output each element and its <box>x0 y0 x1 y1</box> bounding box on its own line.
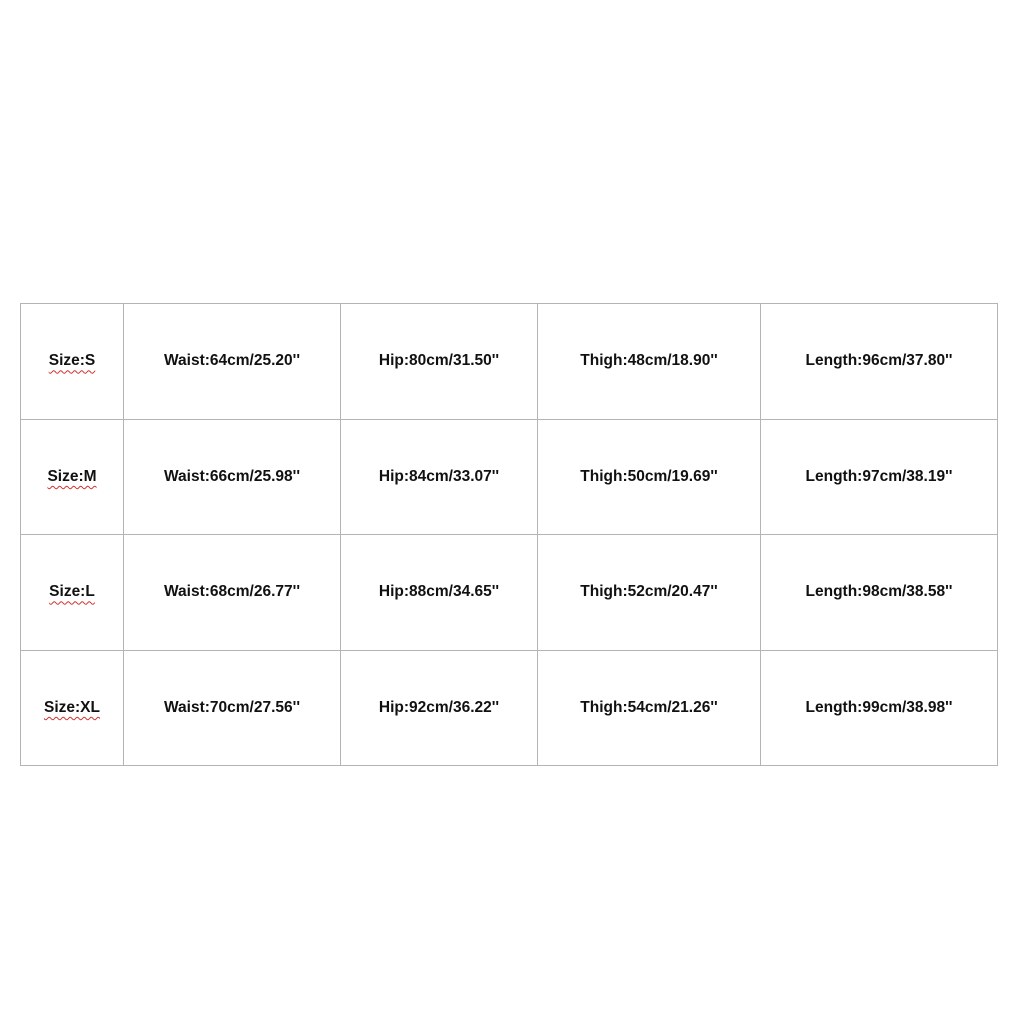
thigh-cell: Thigh:52cm/20.47'' <box>538 535 761 651</box>
size-label: Size:L <box>49 583 95 601</box>
waist-cell: Waist:68cm/26.77'' <box>124 535 341 651</box>
size-label: Size:XL <box>44 698 100 716</box>
thigh-cell: Thigh:54cm/21.26'' <box>538 650 761 766</box>
table-row <box>21 419 998 535</box>
size-label: Size:S <box>48 352 96 370</box>
length-cell: Length:96cm/37.80'' <box>761 304 998 420</box>
table-row <box>21 535 998 651</box>
length-cell: Length:99cm/38.98'' <box>761 650 998 766</box>
waist-cell: Waist:64cm/25.20'' <box>124 304 341 420</box>
size-cell <box>21 304 124 420</box>
size-cell <box>21 650 124 766</box>
thigh-cell: Thigh:48cm/18.90'' <box>538 304 761 420</box>
waist-cell: Waist:70cm/27.56'' <box>124 650 341 766</box>
size-cell <box>21 419 124 535</box>
size-chart-table <box>20 303 998 766</box>
size-cell <box>21 535 124 651</box>
table-row <box>21 304 998 420</box>
hip-cell: Hip:88cm/34.65'' <box>341 535 538 651</box>
waist-cell: Waist:66cm/25.98'' <box>124 419 341 535</box>
hip-cell: Hip:80cm/31.50'' <box>341 304 538 420</box>
length-cell: Length:98cm/38.58'' <box>761 535 998 651</box>
hip-cell: Hip:92cm/36.22'' <box>341 650 538 766</box>
size-label: Size:M <box>47 467 97 485</box>
length-cell: Length:97cm/38.19'' <box>761 419 998 535</box>
hip-cell: Hip:84cm/33.07'' <box>341 419 538 535</box>
table-row <box>21 650 998 766</box>
thigh-cell: Thigh:50cm/19.69'' <box>538 419 761 535</box>
